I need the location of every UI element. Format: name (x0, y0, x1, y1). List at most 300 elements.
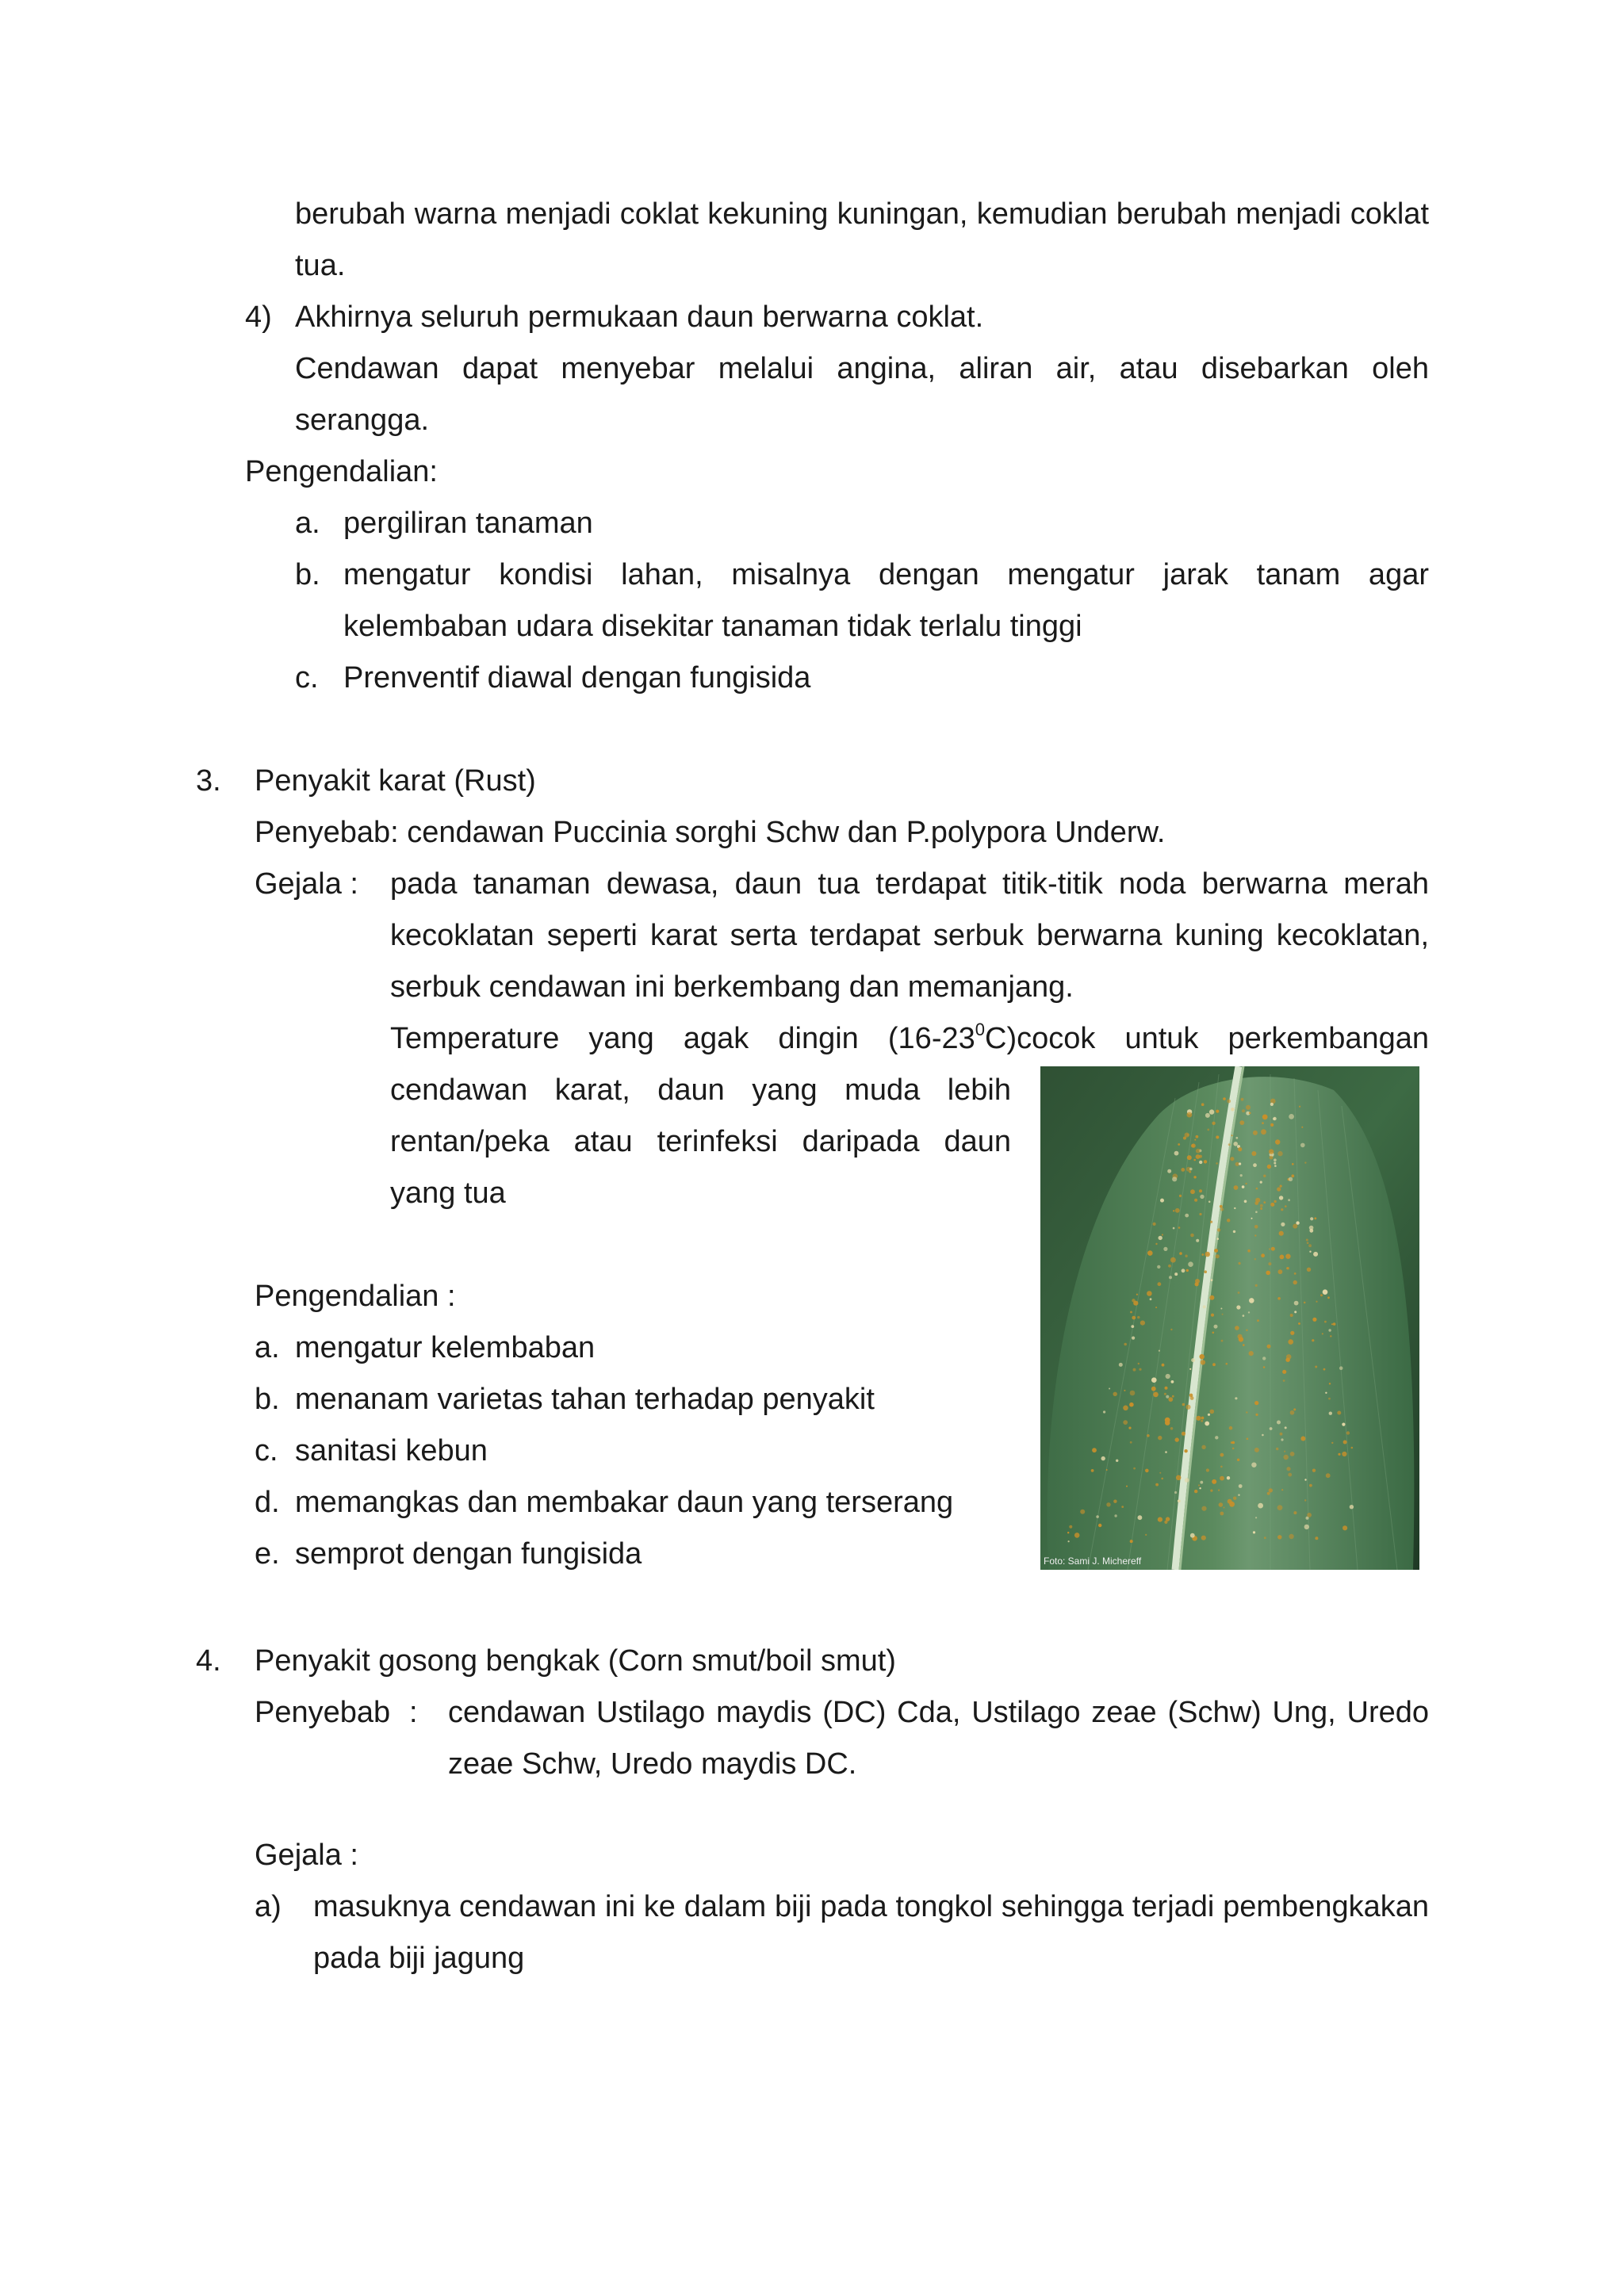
continuation-line: berubah warna menjadi coklat kekuning kuningan, kemudian berubah menjadi coklat (295, 197, 1429, 231)
rust-spot (1315, 1366, 1317, 1368)
rust-spot (1209, 1109, 1214, 1114)
rust-spot (1350, 1505, 1354, 1509)
rust-spot (1285, 1205, 1287, 1207)
rust-spot (1147, 1434, 1150, 1437)
rust-spot (1263, 1201, 1266, 1203)
rust-spot (1185, 1478, 1189, 1483)
rust-spot (1199, 1213, 1201, 1215)
rust-spot (1205, 1113, 1210, 1118)
rust-spot (1262, 1434, 1264, 1437)
rust-spot (1254, 1258, 1256, 1260)
rust-spot (1128, 1427, 1131, 1429)
rust-spot (1254, 1234, 1256, 1236)
rust-spot (1261, 1129, 1266, 1135)
rust-spot (1262, 1357, 1266, 1360)
rust-spot (1129, 1402, 1134, 1407)
rust-spot (1195, 1282, 1199, 1286)
rust-spot (1253, 1163, 1257, 1167)
rust-spot (1165, 1387, 1168, 1390)
rust-spot (1328, 1329, 1331, 1331)
list-marker: a. (255, 1331, 280, 1364)
rust-spot (1121, 1506, 1124, 1508)
rust-spot (1182, 1432, 1185, 1436)
rust-spot (1230, 1157, 1234, 1161)
rust-spot (1185, 1214, 1189, 1218)
rust-spot (1172, 1395, 1174, 1398)
rust-spot (1201, 1360, 1205, 1364)
rust-spot (1308, 1244, 1312, 1247)
section-heading: Pengendalian: (245, 455, 438, 488)
rust-spot (1185, 1405, 1190, 1410)
rust-spot (1322, 1333, 1323, 1334)
list-item-text: memangkas dan membakar daun yang terserang (295, 1486, 954, 1519)
rust-spot (1194, 1199, 1197, 1202)
rust-spot (1158, 1436, 1162, 1440)
temperature-text-post: C)cocok untuk perkembangan (985, 1022, 1430, 1055)
rust-spot (1137, 1316, 1139, 1318)
rust-spot (1189, 1168, 1193, 1171)
rust-spot (1278, 1269, 1283, 1274)
rust-spot (1294, 1301, 1299, 1306)
temperature-line: rentan/peka atau terinfeksi daripada daun (390, 1125, 1011, 1158)
rust-spot (1196, 1149, 1201, 1154)
rust-spot (1206, 1468, 1209, 1471)
rust-spot (1309, 1484, 1312, 1487)
rust-spot (1281, 1223, 1285, 1226)
rust-spot (1243, 1314, 1245, 1317)
rust-spot (1304, 1302, 1306, 1304)
rust-spot (1323, 1368, 1326, 1371)
rust-spot (1196, 1239, 1199, 1242)
rust-spot (1342, 1452, 1346, 1456)
rust-spot (1312, 1339, 1314, 1341)
rust-spot (1169, 1276, 1172, 1279)
rust-spot (1260, 1204, 1263, 1207)
rust-spot (1096, 1515, 1099, 1518)
rust-spot (1200, 1481, 1203, 1484)
rust-spot (1170, 1427, 1174, 1430)
rust-spot (1233, 1230, 1235, 1233)
rust-spot (1186, 1269, 1189, 1272)
rust-spot (1216, 1238, 1219, 1240)
rust-spot (1246, 1330, 1248, 1332)
rust-spot (1123, 1420, 1128, 1425)
rust-spot (1331, 1323, 1333, 1325)
rust-spot (1113, 1500, 1116, 1503)
rust-spot (1132, 1299, 1135, 1302)
rust-spot (1174, 1272, 1178, 1276)
rust-spot (1179, 1195, 1182, 1197)
rust-spot (1264, 1536, 1266, 1539)
cause-text: Penyebab: cendawan Puccinia sorghi Schw dan P.polypora Underw. (255, 816, 1166, 849)
rust-spot (1243, 1344, 1245, 1346)
rust-spot (1284, 1455, 1289, 1460)
rust-spot (1254, 1201, 1258, 1205)
rust-spot (1201, 1420, 1203, 1422)
rust-spot (1175, 1437, 1179, 1441)
rust-spot (1178, 1143, 1180, 1146)
rust-spot (1199, 1155, 1202, 1158)
rust-spot (1176, 1475, 1182, 1481)
rust-spot (1290, 1452, 1295, 1456)
rust-spot (1313, 1252, 1318, 1257)
rust-spot (1330, 1335, 1331, 1337)
rust-spot (1182, 1269, 1185, 1272)
rust-spot (1247, 1249, 1251, 1253)
rust-spot (1288, 1473, 1292, 1477)
rust-spot (1266, 1271, 1270, 1276)
rust-spot (1290, 1410, 1295, 1415)
section-number: 3. (196, 764, 221, 798)
rust-spot (1277, 1535, 1281, 1539)
temperature-text-pre: Temperature yang agak dingin (16-23 (390, 1022, 975, 1055)
rust-spot (1227, 1476, 1230, 1479)
rust-spot (1292, 1163, 1294, 1165)
rust-spot (1312, 1469, 1316, 1472)
rust-spot (1233, 1497, 1236, 1500)
rust-spot (1232, 1448, 1235, 1450)
symptom-label: Gejala : (255, 1839, 358, 1872)
rust-spot (1267, 1165, 1271, 1169)
rust-spot (1205, 1252, 1210, 1257)
list-item-text: semprot dengan fungisida (295, 1537, 642, 1571)
paragraph-line: serangga. (295, 404, 430, 437)
list-marker: c. (295, 661, 319, 695)
rust-spot (1242, 1185, 1245, 1188)
rust-spot (1221, 1340, 1224, 1342)
rust-spot (1153, 1223, 1156, 1226)
rust-spot (1280, 1255, 1285, 1260)
rust-spot (1339, 1366, 1343, 1370)
rust-spot (1239, 1484, 1243, 1488)
rust-spot (1124, 1390, 1125, 1391)
rust-spot (1260, 1207, 1262, 1210)
list-marker: c. (255, 1434, 278, 1468)
list-item-text: Prenventif diawal dengan fungisida (343, 661, 811, 695)
rust-spot (1304, 1479, 1306, 1480)
list-item-text: mengatur kelembaban (295, 1331, 596, 1364)
rust-spot (1216, 1162, 1218, 1165)
rust-spot (1279, 1231, 1284, 1236)
rust-spot (1238, 1147, 1242, 1151)
rust-spot (1170, 1257, 1176, 1263)
symptom-line: pada tanaman dewasa, daun tua terdapat titik-titik noda berwarna merah (390, 867, 1429, 901)
rust-spot (1155, 1483, 1159, 1487)
rust-spot (1214, 1325, 1218, 1329)
rust-spot (1274, 1158, 1277, 1161)
rust-spot (1187, 1155, 1192, 1160)
rust-spot (1178, 1499, 1181, 1502)
rust-spot (1342, 1423, 1345, 1426)
rust-spot (1254, 1401, 1258, 1405)
rust-spot (1163, 1247, 1167, 1251)
rust-spot (1269, 1149, 1274, 1154)
rust-spot (1166, 1374, 1170, 1379)
rust-spot (1270, 1427, 1273, 1430)
list-item-text: Akhirnya seluruh permukaan daun berwarna coklat. (295, 300, 984, 334)
rust-spot (1269, 1248, 1270, 1249)
list-item-text: kelembaban udara disekitar tanaman tidak terlalu tinggi (343, 610, 1082, 643)
rust-spot (1227, 1219, 1230, 1222)
rust-spot (1211, 1279, 1213, 1281)
list-item-text: menanam varietas tahan terhadap penyakit (295, 1383, 875, 1416)
rust-spot (1239, 1162, 1241, 1165)
rust-spot (1261, 1253, 1265, 1257)
rust-spot (1138, 1363, 1139, 1364)
rust-spot (1147, 1291, 1152, 1296)
rust-spot (1239, 1337, 1243, 1341)
rust-spot (1212, 1479, 1216, 1484)
rust-spot (1201, 1417, 1205, 1420)
rust-spot (1199, 1487, 1201, 1489)
rust-spot (1291, 1174, 1294, 1177)
rust-spot (1235, 1162, 1239, 1166)
rust-spot (1157, 1265, 1160, 1269)
rust-spot (1324, 1321, 1327, 1323)
rust-spot (1228, 1499, 1232, 1504)
rust-spot (1190, 1234, 1194, 1238)
rust-spot (1255, 1414, 1258, 1416)
rust-spot (1160, 1199, 1164, 1203)
rust-spot (1204, 1160, 1207, 1163)
rust-spot (1346, 1431, 1350, 1434)
rust-spot (1220, 1512, 1224, 1516)
rust-spot (1231, 1108, 1235, 1112)
rust-spot (1133, 1368, 1136, 1372)
rust-spot (1147, 1250, 1153, 1256)
list-item-text: pergiliran tanaman (343, 507, 593, 540)
rust-spot (1248, 1311, 1250, 1313)
rust-spot (1166, 1395, 1169, 1399)
rust-spot (1170, 1329, 1172, 1330)
rust-spot (1251, 1151, 1256, 1156)
rust-spot (1165, 1418, 1170, 1423)
rust-spot (1235, 1137, 1238, 1139)
rust-spot (1126, 1486, 1128, 1487)
rust-spot (1325, 1392, 1327, 1394)
rust-spot (1262, 1115, 1268, 1120)
rust-spot (1301, 1127, 1303, 1128)
rust-spot (1239, 1120, 1244, 1125)
rust-spot (1246, 1411, 1247, 1413)
rust-spot (1294, 1272, 1297, 1275)
cause-text: cendawan Ustilago maydis (DC) Cda, Ustilago zeae (Schw) Ung, Uredo (448, 1696, 1429, 1729)
rust-spot (1208, 1201, 1211, 1203)
rust-spot (1068, 1540, 1070, 1542)
rust-spot (1196, 1416, 1201, 1421)
rust-spot (1131, 1325, 1134, 1328)
rust-spot (1240, 1174, 1243, 1177)
rust-spot (1138, 1515, 1143, 1520)
rust-spot (1201, 1103, 1205, 1106)
rust-spot (1205, 1422, 1209, 1426)
rust-spot (1171, 1380, 1174, 1383)
rust-spot (1159, 1350, 1160, 1352)
rust-spot (1080, 1510, 1085, 1514)
rust-spot (1234, 1185, 1239, 1190)
rust-spot (1212, 1122, 1215, 1125)
rust-spot (1158, 1282, 1162, 1286)
rust-spot (1162, 1364, 1165, 1367)
rust-spot (1216, 1110, 1219, 1113)
photo-credit: Foto: Sami J. Michereff (1044, 1556, 1142, 1567)
rust-leaf-photo (1040, 1066, 1419, 1570)
list-item-text: sanitasi kebun (295, 1434, 488, 1468)
rust-spot (1098, 1524, 1101, 1527)
rust-spot (1215, 1436, 1218, 1439)
rust-spot (1293, 1224, 1297, 1229)
rust-spot (1304, 1525, 1309, 1529)
rust-spot (1343, 1441, 1347, 1445)
rust-spot (1274, 1200, 1276, 1203)
rust-spot (1166, 1517, 1170, 1521)
rust-spot (1263, 1366, 1266, 1368)
rust-spot (1223, 1097, 1226, 1100)
section-number: 4. (196, 1644, 221, 1678)
rust-spot (1203, 1305, 1206, 1308)
paragraph-line: Cendawan dapat menyebar melalui angina, aliran air, atau disebarkan oleh (295, 352, 1429, 385)
list-marker: 4) (245, 300, 272, 334)
symptom-label: Gejala : (255, 867, 358, 901)
temperature-line: cendawan karat, daun yang muda lebih (390, 1073, 1011, 1107)
rust-spot (1351, 1447, 1354, 1449)
rust-spot (1159, 1236, 1162, 1240)
rust-spot (1307, 1513, 1312, 1517)
rust-spot (1329, 1383, 1331, 1384)
rust-spot (1249, 1351, 1254, 1356)
rust-spot (1193, 1176, 1196, 1178)
rust-spot (1262, 1122, 1264, 1124)
rust-spot (1101, 1456, 1105, 1460)
rust-spot (1153, 1392, 1159, 1398)
list-marker: b. (295, 558, 320, 591)
rust-spot (1253, 1131, 1258, 1135)
rust-spot (1249, 1298, 1254, 1303)
rust-spot (1241, 1098, 1244, 1101)
rust-spot (1140, 1321, 1145, 1326)
temperature-superscript: 0 (975, 1020, 985, 1040)
rust-spot (1256, 1188, 1258, 1190)
rust-spot (1309, 1251, 1311, 1253)
rust-spot (1289, 1177, 1293, 1181)
rust-spot (1165, 1451, 1167, 1453)
rust-spot (1286, 1467, 1290, 1471)
rust-spot (1304, 1161, 1306, 1163)
rust-spot (1210, 1410, 1215, 1414)
rust-spot (1124, 1343, 1127, 1346)
rust-spot (1307, 1242, 1309, 1244)
rust-spot (1327, 1296, 1330, 1299)
rust-spot (1185, 1255, 1187, 1257)
rust-spot (1282, 1370, 1286, 1374)
rust-spot (1320, 1294, 1323, 1296)
rust-spot (1200, 1195, 1204, 1199)
list-marker: a) (255, 1890, 282, 1923)
rust-spot (1234, 1207, 1235, 1209)
rust-spot (1175, 1208, 1180, 1213)
list-item-text: pada biji jagung (313, 1942, 525, 1975)
rust-spot (1326, 1473, 1331, 1478)
rust-spot (1184, 1449, 1187, 1452)
rust-spot (1194, 1139, 1196, 1141)
rust-spot (1224, 1507, 1225, 1509)
rust-spot (1194, 1490, 1197, 1493)
rust-spot (1208, 1414, 1210, 1416)
rust-spot (1270, 1103, 1274, 1106)
rust-spot (1276, 1448, 1278, 1450)
rust-spot (1254, 1225, 1258, 1229)
rust-spot (1210, 1221, 1212, 1223)
rust-spot (1277, 1505, 1283, 1510)
rust-spot (1220, 1207, 1224, 1211)
rust-spot (1342, 1525, 1347, 1530)
rust-spot (1232, 1441, 1235, 1445)
rust-spot (1220, 1308, 1222, 1310)
rust-spot (1106, 1469, 1108, 1471)
rust-spot (1290, 1331, 1294, 1335)
section-title: Penyakit karat (Rust) (255, 764, 536, 798)
rust-spot (1173, 1227, 1175, 1230)
rust-spot (1185, 1133, 1189, 1138)
temperature-line (390, 1013, 1429, 1065)
rust-spot (1239, 1262, 1241, 1265)
rust-spot (1304, 1499, 1306, 1501)
rust-spot (1130, 1441, 1132, 1444)
rust-spot (1181, 1168, 1185, 1172)
rust-spot (1207, 1129, 1209, 1131)
rust-spot (1331, 1442, 1333, 1444)
rust-spot (1242, 1109, 1245, 1112)
rust-spot (1193, 1159, 1196, 1161)
rust-spot (1199, 1161, 1202, 1164)
list-item-text: masuknya cendawan ini ke dalam biji pada tongkol sehingga terjadi pembengkakan (313, 1890, 1429, 1923)
rust-spot (1316, 1301, 1317, 1303)
rust-spot (1289, 1114, 1294, 1119)
rust-spot (1220, 1476, 1224, 1481)
rust-spot (1209, 1295, 1214, 1300)
rust-spot (1174, 1491, 1177, 1494)
rust-spot (1257, 1319, 1259, 1322)
rust-spot (1130, 1391, 1136, 1396)
rust-spot (1294, 1311, 1297, 1313)
list-marker: a. (295, 507, 320, 540)
rust-spot (1204, 1270, 1207, 1273)
rust-spot (1288, 1199, 1290, 1201)
rust-spot (1255, 1284, 1258, 1287)
rust-spot (1296, 1221, 1299, 1224)
rust-spot (1288, 1339, 1293, 1345)
rust-spot (1283, 1380, 1285, 1382)
rust-spot (1201, 1253, 1204, 1256)
rust-spot (1312, 1318, 1316, 1322)
section-title: Penyakit gosong bengkak (Corn smut/boil smut) (255, 1644, 896, 1678)
rust-spot (1074, 1533, 1080, 1538)
rust-spot (1182, 1403, 1185, 1406)
rust-spot (1281, 1438, 1283, 1441)
rust-spot (1190, 1396, 1194, 1400)
rust-spot (1277, 1421, 1281, 1425)
rust-spot (1267, 1492, 1270, 1495)
rust-spot (1228, 1143, 1231, 1146)
rust-spot (1218, 1490, 1220, 1491)
list-item-text: mengatur kondisi lahan, misalnya dengan mengatur jarak tanam agar (343, 558, 1429, 591)
rust-spot (1307, 1268, 1311, 1272)
rust-spot (1309, 1226, 1314, 1230)
rust-spot (1145, 1469, 1149, 1473)
rust-spot (1091, 1469, 1094, 1472)
continuation-line: tua. (295, 249, 346, 282)
list-marker: e. (255, 1537, 280, 1571)
